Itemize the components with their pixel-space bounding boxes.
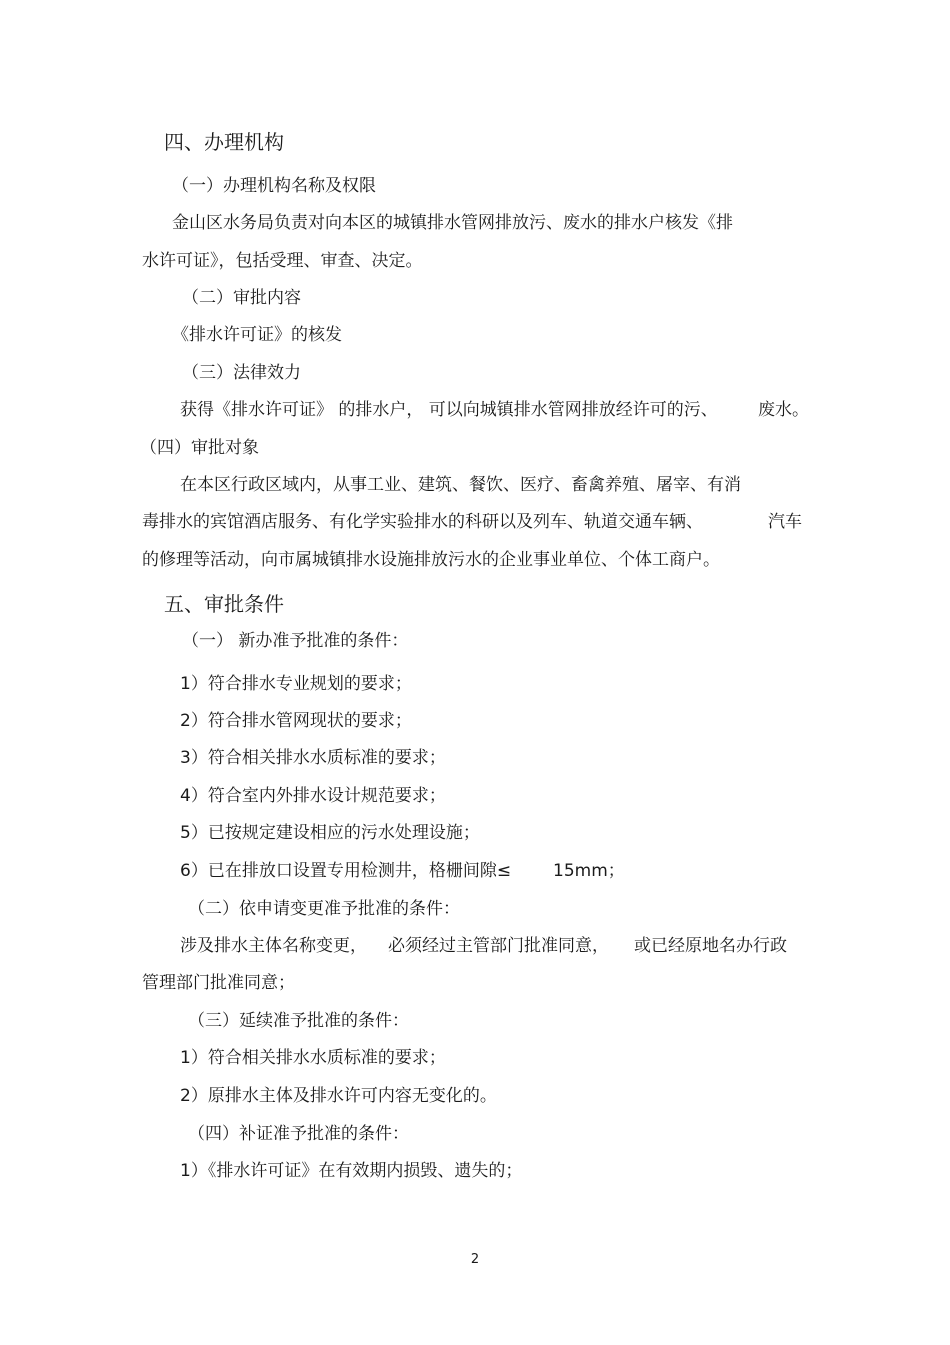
section-5-sub3-title: （三）延续准予批准的条件： bbox=[188, 1011, 409, 1031]
section-5-sub2-text-line1b: 必须经过主管部门批准同意， bbox=[388, 936, 609, 956]
section-4-sub4-text-line1: 在本区行政区域内，从事工业、建筑、餐饮、医疗、畜禽养殖、屠宰、有消 bbox=[180, 475, 741, 495]
list-item: 1）符合相关排水水质标准的要求； bbox=[180, 1048, 446, 1068]
section-4-sub4-text-line3: 的修理等活动，向市属城镇排水设施排放污水的企业事业单位、个体工商户。 bbox=[142, 550, 720, 570]
section-4-sub2-text: 《排水许可证》的核发 bbox=[172, 325, 342, 345]
list-item: 1）符合排水专业规划的要求； bbox=[180, 674, 412, 694]
section-4-sub3-text-b: 废水。 bbox=[758, 400, 809, 420]
list-item-6a: 6）已在排放口设置专用检测井，格栅间隙≤ bbox=[180, 861, 512, 881]
section-4-sub1-text-line2: 水许可证》，包括受理、审查、决定。 bbox=[142, 251, 423, 271]
section-5-sub1-title: （一） 新办准予批准的条件： bbox=[182, 631, 409, 651]
section-5-sub2-text-line1c: 或已经原地名办行政 bbox=[634, 936, 787, 956]
list-item: 5）已按规定建设相应的污水处理设施； bbox=[180, 823, 480, 843]
section-5-sub2-text-line1a: 涉及排水主体名称变更， bbox=[180, 936, 367, 956]
section-4-sub3-text-a: 获得《排水许可证》 的排水户， 可以向城镇排水管网排放经许可的污、 bbox=[180, 400, 718, 420]
section-5-heading: 五、审批条件 bbox=[164, 592, 284, 616]
list-item: 4）符合室内外排水设计规范要求； bbox=[180, 786, 446, 806]
section-4-sub4-text-line2a: 毒排水的宾馆酒店服务、有化学实验排水的科研以及列车、轨道交通车辆、 bbox=[142, 512, 703, 532]
section-4-sub3-title: （三）法律效力 bbox=[182, 363, 301, 383]
section-4-sub2-title: （二）审批内容 bbox=[182, 288, 301, 308]
section-5-sub2-text-line2: 管理部门批准同意； bbox=[142, 973, 295, 993]
section-4-heading: 四、办理机构 bbox=[164, 130, 284, 154]
section-4-sub4-text-line2b: 汽车 bbox=[768, 512, 802, 532]
section-5-sub4-title: （四）补证准予批准的条件： bbox=[188, 1124, 409, 1144]
page-number: 2 bbox=[470, 1252, 480, 1267]
list-item: 2）符合排水管网现状的要求； bbox=[180, 711, 412, 731]
list-item: 1）《排水许可证》在有效期内损毁、遗失的； bbox=[180, 1161, 523, 1181]
section-4-sub4-title: （四）审批对象 bbox=[140, 438, 259, 458]
list-item-6b: 15mm； bbox=[553, 861, 625, 881]
list-item: 2）原排水主体及排水许可内容无变化的。 bbox=[180, 1086, 497, 1106]
section-5-sub2-title: （二）依申请变更准予批准的条件： bbox=[188, 899, 460, 919]
section-4-sub1-text-line1: 金山区水务局负责对向本区的城镇排水管网排放污、废水的排水户核发《排 bbox=[172, 213, 733, 233]
list-item: 3）符合相关排水水质标准的要求； bbox=[180, 748, 446, 768]
section-4-sub1-title: （一）办理机构名称及权限 bbox=[172, 176, 376, 196]
